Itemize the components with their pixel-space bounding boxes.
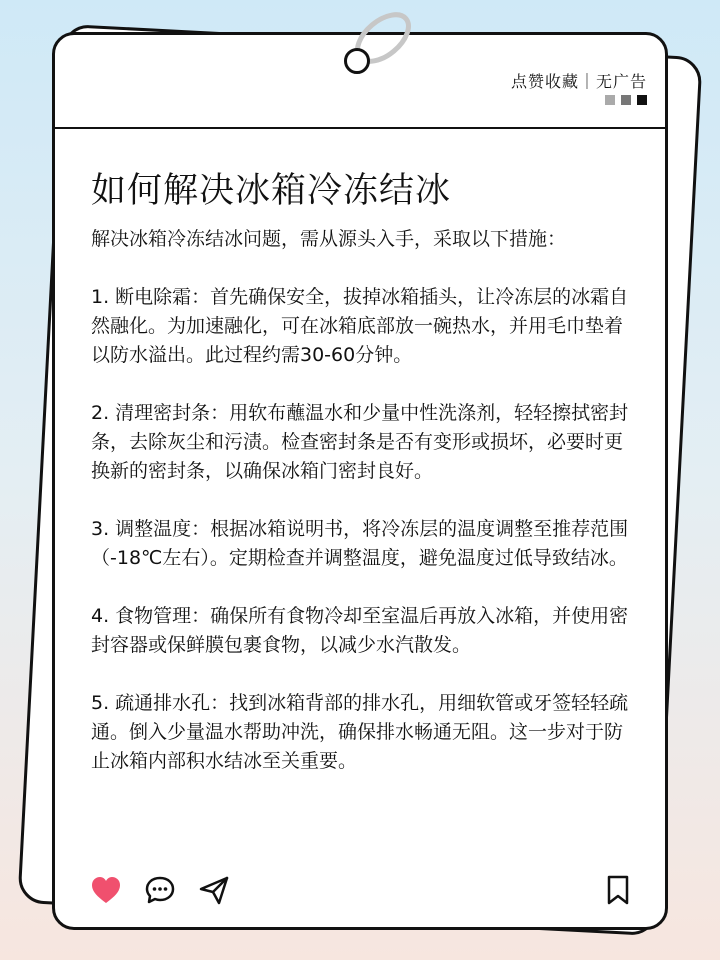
decor-square — [621, 95, 631, 105]
bookmark-button[interactable] — [601, 873, 635, 907]
decor-square — [637, 95, 647, 105]
heart-icon — [89, 873, 123, 907]
page-title: 如何解决冰箱冷冻结冰 — [91, 171, 452, 211]
intro-paragraph: 解决冰箱冷冻结冰问题，需从源头入手，采取以下措施： — [91, 228, 567, 250]
step-paragraph: 1. 断电除霜：首先确保安全，拔掉冰箱插头，让冷冻层的冰霜自然融化。为加速融化，可在冰箱底部放一碗热水，并用毛巾垫着以防水溢出。此过程约需30-60分钟。 — [91, 286, 629, 366]
step-paragraph: 3. 调整温度：根据冰箱说明书，将冷冻层的温度调整至推荐范围（-18℃左右）。定期检查并调整温度，避免温度过低导致结冰。 — [91, 518, 629, 569]
header-tag: 点赞收藏｜无广告 — [510, 72, 647, 91]
header-divider — [55, 127, 665, 129]
step-paragraph: 4. 食物管理：确保所有食物冷却至室温后再放入冰箱，并使用密封容器或保鲜膜包裹食物，以减少水汽散发。 — [91, 605, 629, 656]
comment-button[interactable] — [143, 873, 177, 907]
share-button[interactable] — [197, 873, 231, 907]
like-button[interactable] — [89, 873, 123, 907]
decor-square — [605, 95, 615, 105]
step-paragraph: 5. 疏通排水孔：找到冰箱背部的排水孔，用细软管或牙签轻轻疏通。倒入少量温水帮助冲洗，确保排水畅通无阻。这一步对于防止冰箱内部积水结冰至关重要。 — [91, 692, 629, 772]
hang-hole — [344, 48, 370, 74]
article-body — [91, 225, 631, 805]
action-bar — [89, 873, 635, 907]
comment-icon — [143, 873, 177, 907]
bookmark-icon — [601, 873, 635, 907]
send-icon — [197, 873, 231, 907]
note-card — [52, 32, 668, 930]
decor-squares — [605, 95, 647, 105]
step-paragraph: 2. 清理密封条：用软布蘸温水和少量中性洗涤剂，轻轻擦拭密封条，去除灰尘和污渍。检查密封条是否有变形或损坏，必要时更换新的密封条，以确保冰箱门密封良好。 — [91, 402, 629, 482]
